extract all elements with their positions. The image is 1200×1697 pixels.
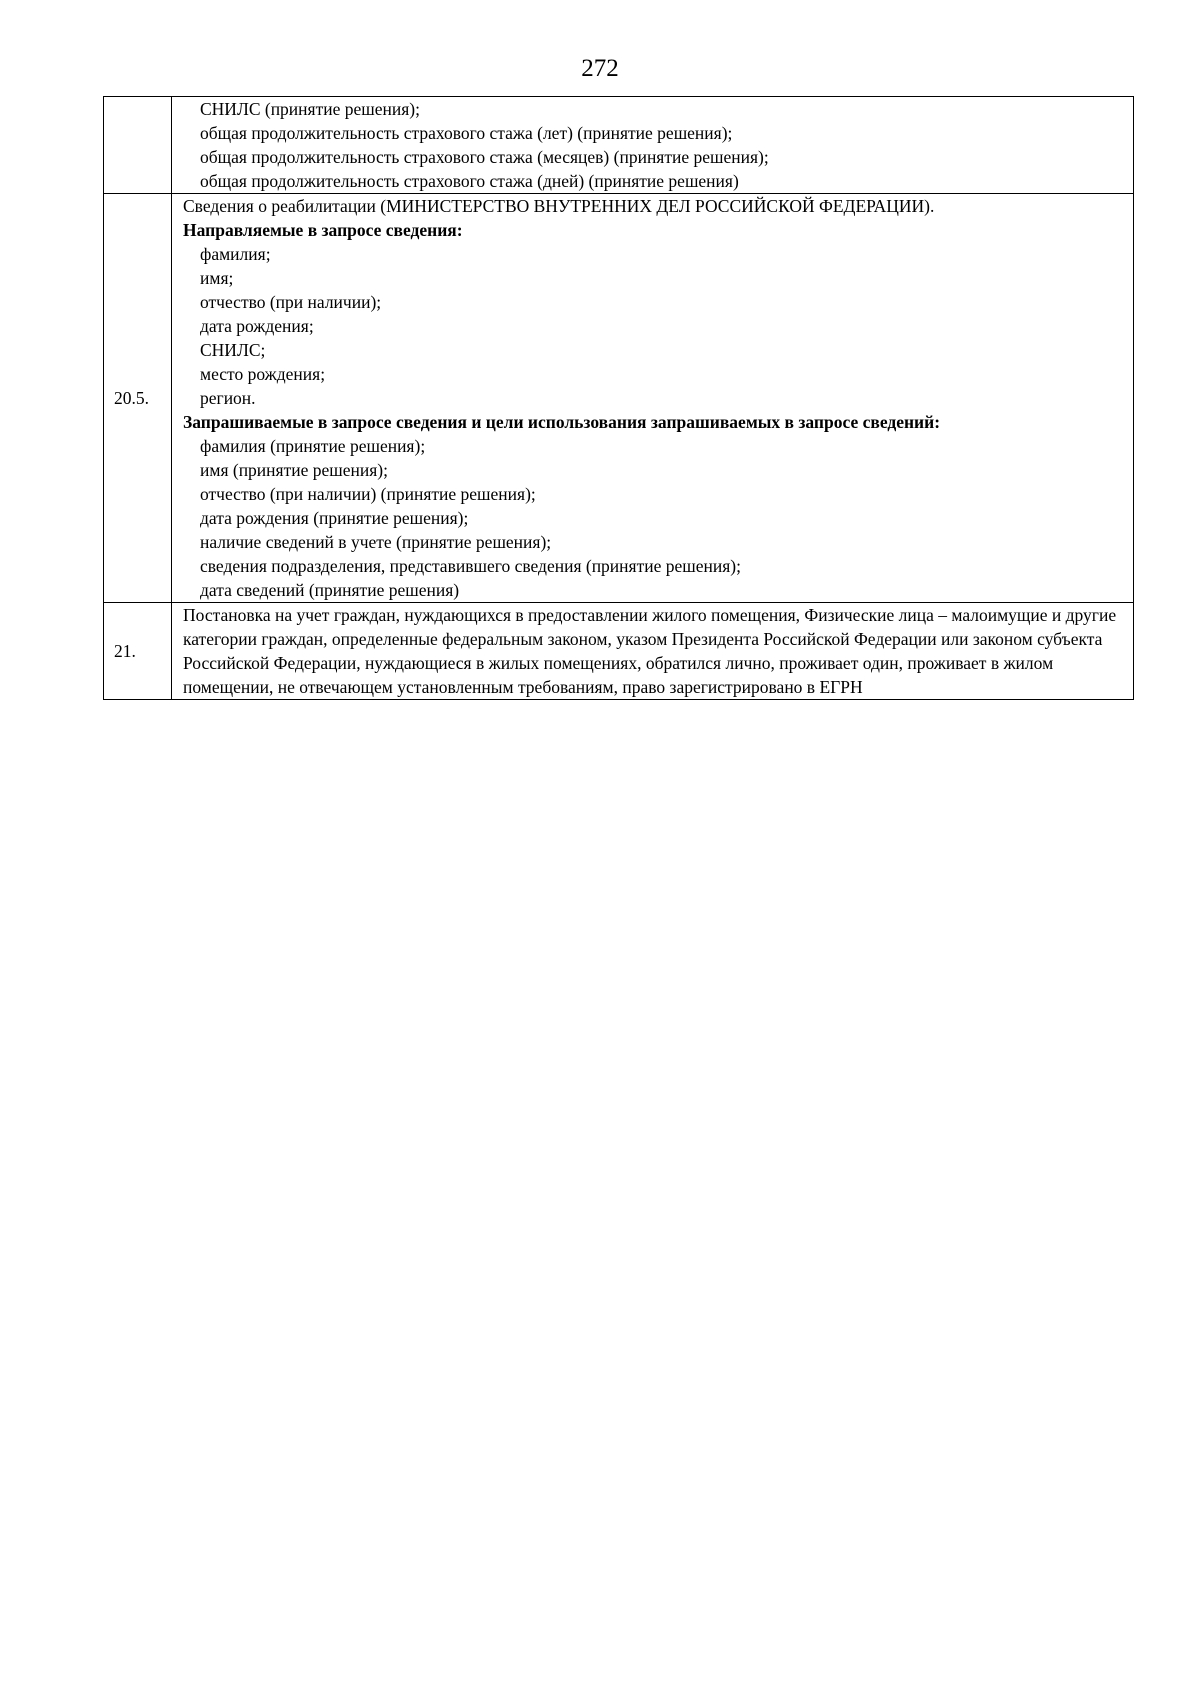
row-content [172, 97, 1134, 194]
row-content [172, 603, 1134, 700]
table-row [104, 603, 1134, 700]
list-item: СНИЛС; [200, 340, 266, 360]
list-item: дата сведений (принятие решения) [200, 580, 460, 600]
list-item: сведения подразделения, представившего сведения (принятие решения); [200, 556, 741, 576]
list-item: место рождения; [200, 364, 326, 384]
list-item: общая продолжительность страхового стажа (месяцев) (принятие решения); [200, 147, 769, 167]
list-item: фамилия; [200, 244, 271, 264]
list-item: общая продолжительность страхового стажа (дней) (принятие решения) [200, 171, 739, 191]
requested-data-title: Запрашиваемые в запросе сведения и цели использования запрашиваемых в запросе сведений: [183, 412, 941, 432]
list-item: отчество (при наличии) (принятие решения); [200, 484, 536, 504]
row-number [104, 97, 172, 194]
page-number: 272 [581, 55, 619, 82]
list-item: имя (принятие решения); [200, 460, 388, 480]
row-content [172, 194, 1134, 603]
row-number: 20.5. [104, 194, 172, 603]
row-heading: Сведения о реабилитации (МИНИСТЕРСТВО ВНУТРЕННИХ ДЕЛ РОССИЙСКОЙ ФЕДЕРАЦИИ). [183, 196, 935, 216]
table-row [104, 97, 1134, 194]
list-item: фамилия (принятие решения); [200, 436, 426, 456]
list-item: регион. [200, 388, 256, 408]
sent-data-title: Направляемые в запросе сведения: [183, 220, 463, 240]
table-row [104, 194, 1134, 603]
list-item: имя; [200, 268, 234, 288]
list-item: отчество (при наличии); [200, 292, 382, 312]
list-item: наличие сведений в учете (принятие решения); [200, 532, 552, 552]
list-item: дата рождения; [200, 316, 314, 336]
list-item: СНИЛС (принятие решения); [200, 99, 420, 119]
list-item: общая продолжительность страхового стажа (лет) (принятие решения); [200, 123, 733, 143]
services-table [103, 96, 1134, 700]
list-item: дата рождения (принятие решения); [200, 508, 469, 528]
row-number: 21. [104, 603, 172, 700]
row-text: Постановка на учет граждан, нуждающихся в предоставлении жилого помещения, Физические лица – малоимущие и другие категории граждан, определенные федеральным законом, указом Президента Российской Федерации или законом субъекта Российской Федерации, нуждающиеся в жилых помещениях, обратился лично, проживает один, проживает в жилом помещении, не отвечающем установленным требованиям, право зарегистрировано в ЕГРН [183, 605, 1117, 697]
